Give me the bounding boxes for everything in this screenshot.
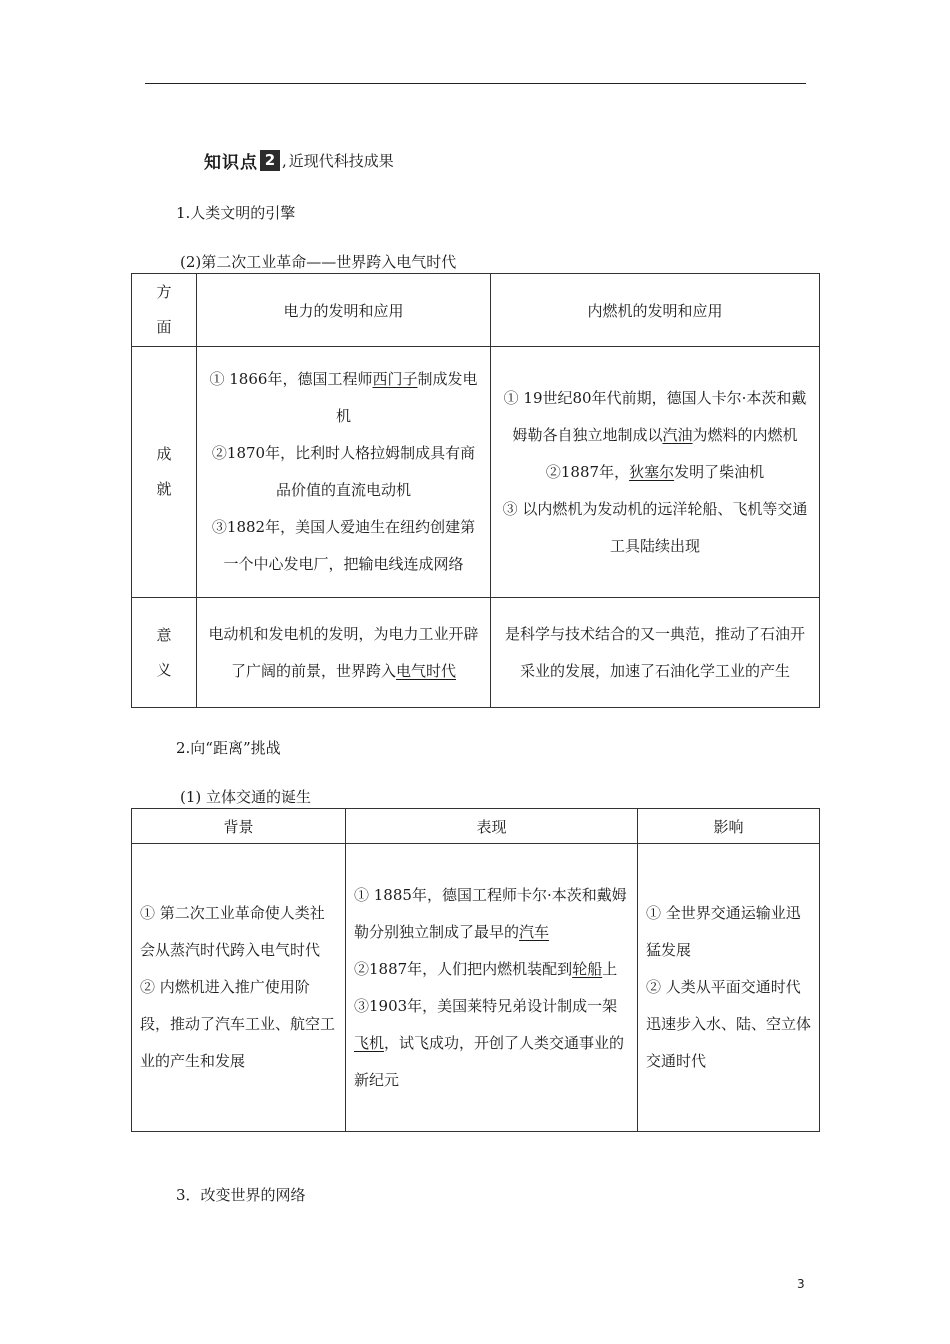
knowledge-point-number: 2 [260, 150, 280, 171]
cell-electric-significance: 电动机和发电机的发明，为电力工业开辟了广阔的前景，世界跨入电气时代 [197, 598, 491, 708]
header-impact: 影响 [638, 809, 820, 844]
cell-engine-significance: 是科学与技术结合的又一典范，推动了石油开采业的发展，加速了石油化学工业的产生 [491, 598, 820, 708]
heading-2: 2.向“距离”挑战 [176, 739, 281, 757]
table2-content-row [132, 844, 820, 1132]
label-significance: 意 义 [132, 598, 197, 708]
header-rule [145, 83, 806, 84]
engine-achievement-2: ②1887年，狄塞尔发明了柴油机 [545, 462, 765, 481]
header-electricity: 电力的发明和应用 [197, 274, 491, 347]
electric-achievement-2: ②1870年，比利时人格拉姆制成具有商品价值的直流电动机 [211, 444, 476, 499]
header-aspect: 方 面 [132, 274, 197, 347]
header-performance: 表现 [346, 809, 638, 844]
cell-electric-achievements [197, 347, 491, 598]
page-number: 3 [797, 1277, 805, 1291]
performance-2: ②1887年，人们把内燃机装配到轮船上 [354, 959, 618, 978]
background-1: ① 第二次工业革命使人类社会从蒸汽时代跨入电气时代 [140, 904, 325, 959]
label-achievements: 成 就 [132, 347, 197, 598]
cell-engine-achievements [491, 347, 820, 598]
table-row-significance [132, 598, 820, 708]
section-title: 近现代科技成果 [288, 152, 394, 170]
cell-background [132, 844, 346, 1132]
table2-header-row [132, 809, 820, 844]
table-row-achievements [132, 347, 820, 598]
section-heading: 知识点 2 , 近现代科技成果 [204, 148, 394, 173]
header-background: 背景 [132, 809, 346, 844]
cell-impact [638, 844, 820, 1132]
performance-1: ① 1885年，德国工程师卡尔·本茨和戴姆勒分别独立制成了最早的汽车 [354, 885, 627, 941]
cell-performance [346, 844, 638, 1132]
performance-3: ③1903年，美国莱特兄弟设计制成一架飞机，试飞成功，开创了人类交通事业的新纪元 [354, 996, 625, 1089]
electric-achievement-3: ③1882年，美国人爱迪生在纽约创建第一个中心发电厂，把输电线连成网络 [211, 518, 476, 573]
header-engine: 内燃机的发明和应用 [491, 274, 820, 347]
table-second-industrial-revolution [131, 273, 820, 708]
heading-3: 3．改变世界的网络 [176, 1186, 306, 1204]
engine-achievement-3: ③ 以内燃机为发动机的远洋轮船、飞机等交通工具陆续出现 [502, 499, 808, 555]
knowledge-point-label: 知识点 [204, 153, 258, 173]
heading-1: 1.人类文明的引擎 [176, 204, 296, 222]
background-2: ② 内燃机进入推广使用阶段，推动了汽车工业、航空工业的产生和发展 [140, 978, 336, 1070]
impact-2: ② 人类从平面交通时代迅速步入水、陆、空立体交通时代 [646, 978, 812, 1070]
subheading-2: (1) 立体交通的诞生 [180, 788, 312, 806]
impact-1: ① 全世界交通运输业迅猛发展 [646, 904, 801, 959]
subheading-1: (2)第二次工业革命——世界跨入电气时代 [180, 253, 457, 271]
engine-achievement-1: ① 19世纪80年代前期，德国人卡尔·本茨和戴姆勒各自独立地制成以汽油为燃料的内燃机 [503, 388, 807, 444]
electric-achievement-1: ① 1866年，德国工程师西门子制成发电机 [209, 370, 478, 425]
table-transport [131, 808, 820, 1132]
table-header-row [132, 274, 820, 347]
